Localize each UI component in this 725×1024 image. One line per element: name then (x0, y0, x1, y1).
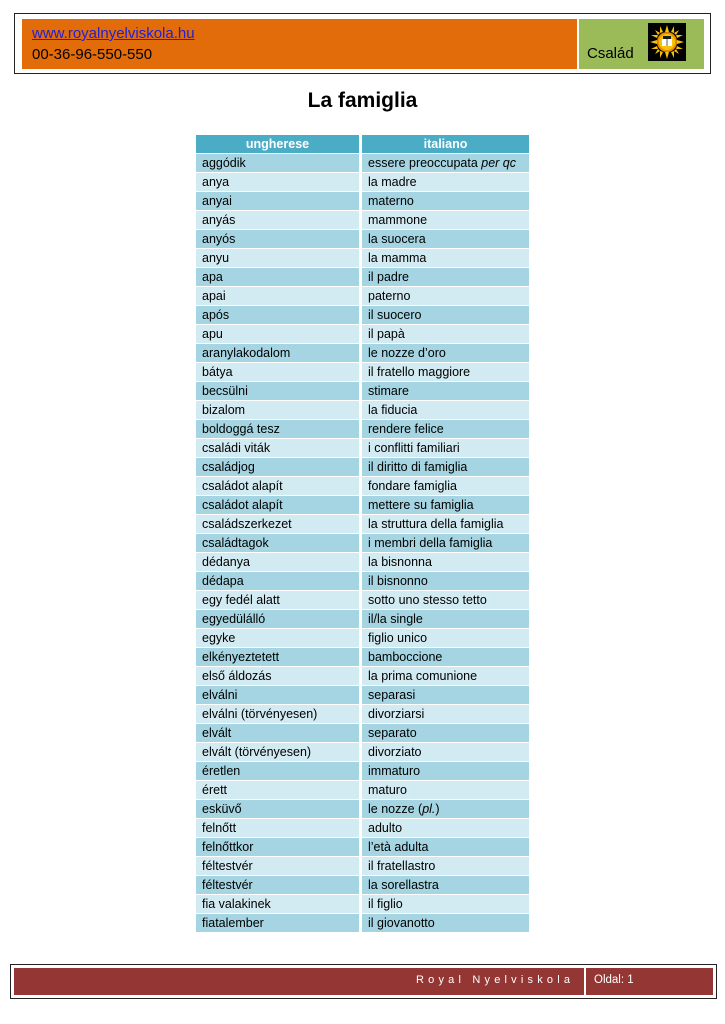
hungarian-term: esküvő (196, 800, 359, 818)
italian-term (362, 914, 529, 932)
table-row (196, 420, 529, 439)
italian-term (362, 458, 529, 476)
italian-term-text: la prima comunione (368, 669, 478, 683)
italian-term (362, 439, 529, 457)
italian-term (362, 857, 529, 875)
footer-brand: Royal Nyelviskola (416, 974, 575, 986)
hungarian-term: családszerkezet (196, 515, 359, 533)
hungarian-term: családjog (196, 458, 359, 476)
hungarian-term: családtagok (196, 534, 359, 552)
italian-term-text: la fiducia (368, 403, 418, 417)
table-row (196, 496, 529, 515)
hungarian-term: aranylakodalom (196, 344, 359, 362)
italian-term-text: mammone (368, 213, 428, 227)
table-row (196, 173, 529, 192)
italian-term (362, 230, 529, 248)
italian-term (362, 154, 529, 172)
italian-term-text: la bisnonna (368, 555, 432, 569)
italian-term (362, 477, 529, 495)
table-row (196, 838, 529, 857)
table-row (196, 439, 529, 458)
hungarian-term: anya (196, 173, 359, 191)
table-row (196, 268, 529, 287)
italian-term (362, 268, 529, 286)
italian-term-text: il/la single (368, 612, 423, 626)
italian-term-text: divorziato (368, 745, 422, 759)
website-link[interactable]: www.royalnyelviskola.hu (32, 25, 195, 42)
italian-term-text: la mamma (368, 251, 427, 265)
hungarian-term: felnőttkor (196, 838, 359, 856)
table-row (196, 401, 529, 420)
table-row (196, 819, 529, 838)
italian-term (362, 211, 529, 229)
italian-term-text: essere preoccupata (368, 156, 482, 170)
italian-term-text: i conflitti familiari (368, 441, 460, 455)
italian-term (362, 287, 529, 305)
italian-term (362, 705, 529, 723)
italian-term-text: divorziarsi (368, 707, 425, 721)
italian-term-text: mettere su famiglia (368, 498, 474, 512)
page-title: La famiglia (307, 89, 418, 112)
hungarian-term: érett (196, 781, 359, 799)
table-row (196, 724, 529, 743)
table-row (196, 876, 529, 895)
italian-term-text: rendere felice (368, 422, 444, 436)
table-row (196, 211, 529, 230)
italian-term-text: la sorellastra (368, 878, 439, 892)
italian-term-text: il diritto di famiglia (368, 460, 468, 474)
hungarian-term: első áldozás (196, 667, 359, 685)
table-row (196, 192, 529, 211)
table-row (196, 743, 529, 762)
table-row (196, 648, 529, 667)
column-header-hungarian: ungherese (196, 135, 359, 153)
hungarian-term: bátya (196, 363, 359, 381)
hungarian-term: boldoggá tesz (196, 420, 359, 438)
hungarian-term: fia valakinek (196, 895, 359, 913)
hungarian-term: apai (196, 287, 359, 305)
italian-term (362, 686, 529, 704)
italian-term (362, 838, 529, 856)
italian-term-text: l’età adulta (368, 840, 429, 854)
italian-term-text: il giovanotto (368, 916, 435, 930)
italian-term-note: per qc (481, 156, 517, 170)
italian-term (362, 534, 529, 552)
italian-term (362, 325, 529, 343)
vocabulary-table (196, 135, 529, 933)
hungarian-term: éretlen (196, 762, 359, 780)
italian-term-text: bamboccione (368, 650, 443, 664)
italian-term (362, 249, 529, 267)
italian-term (362, 762, 529, 780)
italian-term (362, 363, 529, 381)
hungarian-term: elvált (196, 724, 359, 742)
italian-term-text: il suocero (368, 308, 422, 322)
table-row (196, 515, 529, 534)
italian-term (362, 553, 529, 571)
table-row (196, 230, 529, 249)
italian-term-note: pl. (422, 802, 436, 816)
italian-term-text: il papà (368, 327, 405, 341)
table-row (196, 344, 529, 363)
italian-term-text: le nozze d’oro (368, 346, 446, 360)
italian-term-text: immaturo (368, 764, 421, 778)
italian-term-text: la struttura della famiglia (368, 517, 504, 531)
italian-term (362, 306, 529, 324)
table-row (196, 154, 529, 173)
hungarian-term: egyke (196, 629, 359, 647)
table-row (196, 914, 529, 933)
hungarian-term: dédanya (196, 553, 359, 571)
italian-term (362, 876, 529, 894)
hungarian-term: anyás (196, 211, 359, 229)
table-row (196, 553, 529, 572)
hungarian-term: elválni (196, 686, 359, 704)
italian-term-text: la suocera (368, 232, 426, 246)
table-row (196, 534, 529, 553)
table-row (196, 895, 529, 914)
italian-term (362, 724, 529, 742)
topic-label: Család (587, 45, 634, 62)
italian-term (362, 895, 529, 913)
italian-term (362, 591, 529, 609)
italian-term-text: il bisnonno (368, 574, 428, 588)
hungarian-term: elválni (törvényesen) (196, 705, 359, 723)
italian-term-text: il figlio (368, 897, 403, 911)
hungarian-term: após (196, 306, 359, 324)
italian-term (362, 496, 529, 514)
page-number: Oldal: 1 (594, 974, 634, 986)
table-row (196, 800, 529, 819)
hungarian-term: anyu (196, 249, 359, 267)
hungarian-term: családi viták (196, 439, 359, 457)
table-row (196, 667, 529, 686)
italian-term (362, 382, 529, 400)
hungarian-term: egy fedél alatt (196, 591, 359, 609)
italian-term (362, 629, 529, 647)
hungarian-term: anyós (196, 230, 359, 248)
italian-term-text: il padre (368, 270, 409, 284)
hungarian-term: féltestvér (196, 857, 359, 875)
italian-term-text: separasi (368, 688, 416, 702)
sun-logo-icon (648, 23, 686, 61)
italian-term (362, 192, 529, 210)
table-row (196, 477, 529, 496)
table-row (196, 591, 529, 610)
hungarian-term: felnőtt (196, 819, 359, 837)
italian-term-text: stimare (368, 384, 409, 398)
italian-term-text: paterno (368, 289, 411, 303)
italian-term-text: la madre (368, 175, 417, 189)
table-row (196, 306, 529, 325)
italian-term (362, 401, 529, 419)
italian-term-text: sotto uno stesso tetto (368, 593, 487, 607)
hungarian-term: apu (196, 325, 359, 343)
italian-term (362, 572, 529, 590)
italian-term-text: fondare famiglia (368, 479, 457, 493)
italian-term (362, 800, 529, 818)
italian-term (362, 781, 529, 799)
hungarian-term: elkényeztetett (196, 648, 359, 666)
hungarian-term: aggódik (196, 154, 359, 172)
table-row (196, 249, 529, 268)
italian-term-text: il fratello maggiore (368, 365, 471, 379)
italian-term-text: il fratellastro (368, 859, 436, 873)
hungarian-term: családot alapít (196, 496, 359, 514)
italian-term (362, 344, 529, 362)
hungarian-term: féltestvér (196, 876, 359, 894)
table-row (196, 325, 529, 344)
column-header-italian: italiano (362, 135, 529, 153)
italian-term-text: i membri della famiglia (368, 536, 493, 550)
table-row (196, 458, 529, 477)
table-row (196, 610, 529, 629)
table-row (196, 382, 529, 401)
table-row (196, 572, 529, 591)
hungarian-term: dédapa (196, 572, 359, 590)
table-row (196, 762, 529, 781)
italian-term (362, 420, 529, 438)
table-row (196, 363, 529, 382)
hungarian-term: becsülni (196, 382, 359, 400)
hungarian-term: apa (196, 268, 359, 286)
italian-term (362, 610, 529, 628)
italian-term-text: separato (368, 726, 417, 740)
hungarian-term: bizalom (196, 401, 359, 419)
italian-term (362, 515, 529, 533)
hungarian-term: családot alapít (196, 477, 359, 495)
table-row (196, 781, 529, 800)
table-row (196, 686, 529, 705)
hungarian-term: egyedülálló (196, 610, 359, 628)
table-row (196, 857, 529, 876)
italian-term (362, 743, 529, 761)
table-header-row (196, 135, 529, 154)
table-row (196, 705, 529, 724)
italian-term-text: maturo (368, 783, 407, 797)
italian-term (362, 819, 529, 837)
hungarian-term: elvált (törvényesen) (196, 743, 359, 761)
italian-term-note: ) (435, 802, 440, 816)
italian-term-text: figlio unico (368, 631, 428, 645)
phone-number: 00-36-96-550-550 (32, 46, 153, 63)
italian-term (362, 648, 529, 666)
table-row (196, 629, 529, 648)
italian-term-text: adulto (368, 821, 403, 835)
italian-term-text: materno (368, 194, 414, 208)
italian-term (362, 173, 529, 191)
table-row (196, 287, 529, 306)
italian-term (362, 667, 529, 685)
hungarian-term: anyai (196, 192, 359, 210)
hungarian-term: fiatalember (196, 914, 359, 932)
italian-term-text: le nozze ( (368, 802, 423, 816)
